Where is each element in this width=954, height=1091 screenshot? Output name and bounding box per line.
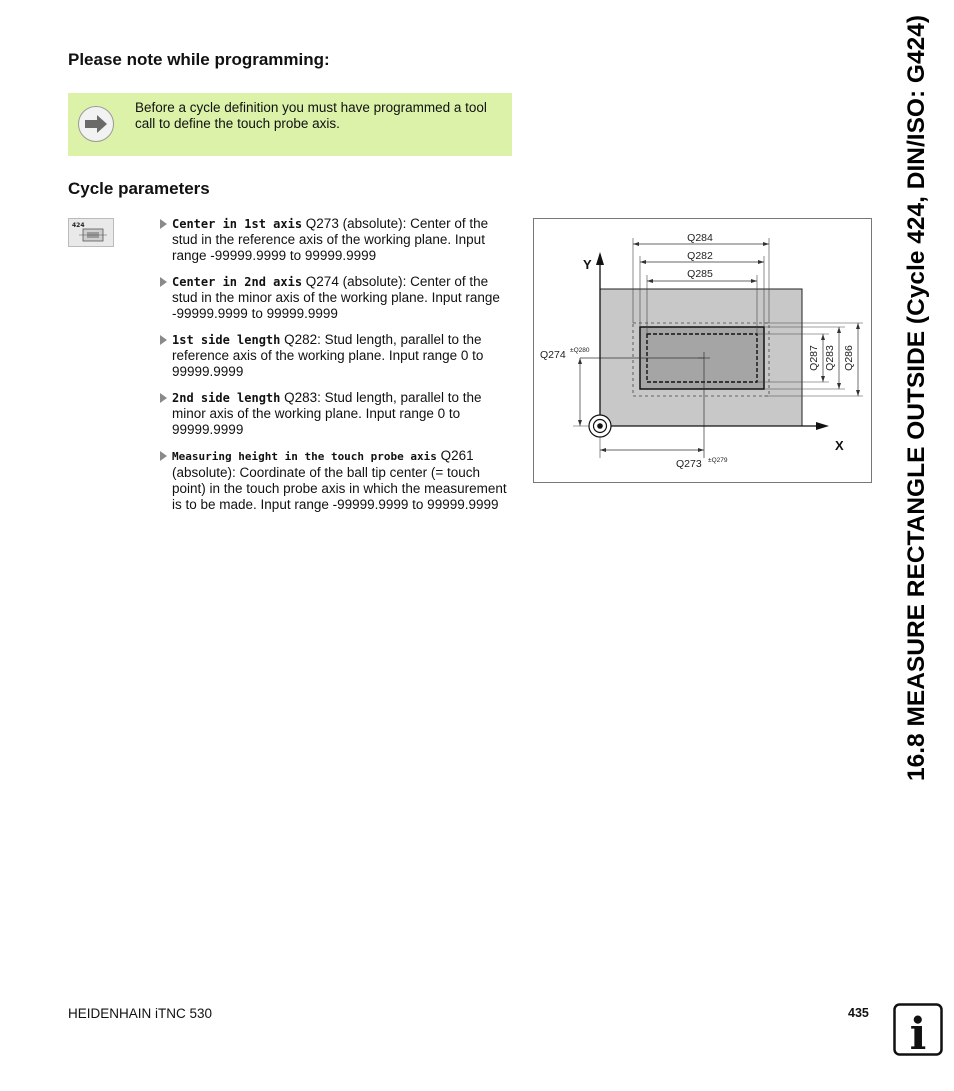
label-q273: Q273 [676, 458, 702, 470]
param-2nd-side-length [158, 390, 512, 438]
parameter-list [158, 216, 512, 523]
label-q279: ±Q279 [708, 457, 728, 464]
param-desc: Q273 (absolute): Center of the stud in the reference axis of the working plane. Input range -99999.9999 to 99999.9999 [172, 216, 489, 263]
param-desc: Q282: Stud length, parallel to the reference axis of the working plane. Input range 0 to 99999.9999 [172, 332, 484, 379]
param-name: 2nd side length [172, 391, 281, 405]
bullet-triangle-icon [160, 219, 167, 229]
label-y-axis: Y [583, 257, 592, 272]
param-name: Center in 2nd axis [172, 275, 303, 289]
label-q287: Q287 [808, 345, 820, 371]
cycle-424-icon [68, 218, 114, 247]
param-center-2nd-axis [158, 274, 512, 322]
cycle-parameters-heading: Cycle parameters [68, 179, 210, 198]
chapter-title-text: 16.8 MEASURE RECTANGLE OUTSIDE (Cycle 424, DIN/ISO: G424) [903, 14, 930, 782]
label-q286: Q286 [843, 345, 855, 371]
bullet-triangle-icon [160, 393, 167, 403]
label-q284: Q284 [687, 232, 713, 244]
cycle-icon-label: 424 [72, 222, 85, 229]
bullet-triangle-icon [160, 451, 167, 461]
label-q280: ±Q280 [570, 347, 590, 354]
footer-product-name: HEIDENHAIN iTNC 530 [68, 1006, 213, 1021]
label-q283: Q283 [824, 345, 836, 371]
param-name: 1st side length [172, 333, 281, 347]
note-box [68, 93, 512, 156]
note-text: Before a cycle definition you must have programmed a tool call to define the touch probe axis. [135, 100, 487, 131]
label-x-axis: X [835, 438, 844, 453]
origin-symbol-dot [597, 423, 603, 429]
page-number: 435 [848, 1006, 869, 1020]
rectangle-measurement-diagram [533, 218, 872, 483]
arrow-right-icon [78, 106, 114, 142]
label-q285: Q285 [687, 268, 713, 280]
bullet-triangle-icon [160, 335, 167, 345]
param-desc: Q274 (absolute): Center of the stud in the minor axis of the working plane. Input range -99999.9999 to 99999.9999 [172, 274, 500, 321]
label-q274: Q274 [540, 349, 566, 361]
param-name: Center in 1st axis [172, 217, 303, 231]
param-measuring-height [158, 448, 512, 513]
param-desc: Q283: Stud length, parallel to the minor axis of the working plane. Input range 0 to 99999.9999 [172, 390, 482, 437]
info-icon [893, 1003, 943, 1056]
info-glyph: i [909, 1009, 927, 1056]
param-1st-side-length [158, 332, 512, 380]
param-desc: Q261 (absolute): Coordinate of the ball tip center (= touch point) in the touch probe axis in which the measurement is to be made. Input range -99999.9999 to 99999.9999 [172, 448, 507, 512]
note-heading: Please note while programming: [68, 50, 330, 69]
param-name: Measuring height in the touch probe axis [172, 450, 437, 463]
param-center-1st-axis [158, 216, 512, 264]
bullet-triangle-icon [160, 277, 167, 287]
label-q282: Q282 [687, 250, 713, 262]
